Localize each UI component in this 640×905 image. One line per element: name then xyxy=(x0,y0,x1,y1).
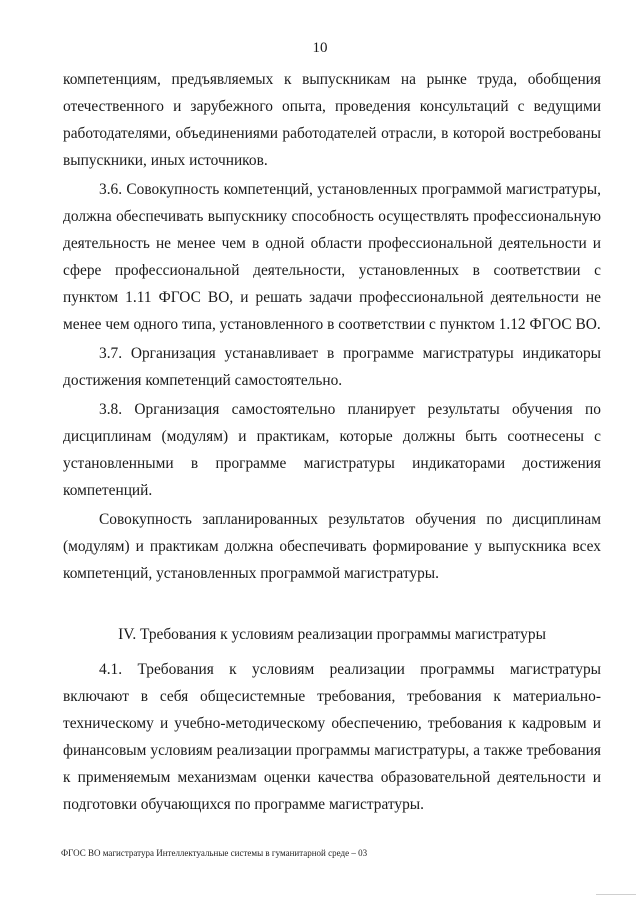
paragraph-learning-outcomes: Совокупность запланированных результатов обучения по дисциплинам (модулям) и практикам должна обеспечивать формирование у выпускника всех компетенций, установленных программой магистратуры. xyxy=(63,511,601,582)
section-heading: IV. Требования к условиям реализации программы магистратуры xyxy=(118,626,546,643)
page-number: 10 xyxy=(312,40,328,56)
paragraph-3-6: 3.6. Совокупность компетенций, установленных программой магистратуры, должна обеспечивать выпускнику способность осуществлять профессиональную деятельность не менее чем в одной области профессиональной деятельности и сфере профессиональной деятельности, установленных в соответствии с пунктом 1.11 ФГОС ВО, и решать задачи профессиональной деятельности не менее чем одного типа, установленного в соответствии с пунктом 1.12 ФГОС ВО. xyxy=(63,181,601,333)
footer-note: ФГОС ВО магистратура Интеллектуальные системы в гуманитарной среде – 03 xyxy=(61,848,368,858)
document-body xyxy=(63,66,601,818)
paragraph-4-1: 4.1. Требования к условиям реализации программы магистратуры включают в себя общесистемные требования, требования к материально-техническому и учебно-методическому обеспечению, требования к кадровым и финансовым условиям реализации программы магистратуры, а также требования к применяемым механизмам оценки качества образовательной деятельности и подготовки обучающихся по программе магистратуры. xyxy=(63,661,601,813)
scan-artifact xyxy=(596,894,636,895)
paragraph-3-7: 3.7. Организация устанавливает в программе магистратуры индикаторы достижения компетенций самостоятельно. xyxy=(63,345,601,389)
paragraph-continuation: компетенциям, предъявляемых к выпускникам на рынке труда, обобщения отечественного и зарубежного опыта, проведения консультаций с ведущими работодателями, объединениями работодателей отрасли, в которой востребованы выпускники, иных источников. xyxy=(63,71,601,169)
paragraph-3-8: 3.8. Организация самостоятельно планирует результаты обучения по дисциплинам (модулям) и практикам, которые должны быть соотнесены с установленными в программе магистратуры индикаторами достижения компетенций. xyxy=(63,401,601,499)
